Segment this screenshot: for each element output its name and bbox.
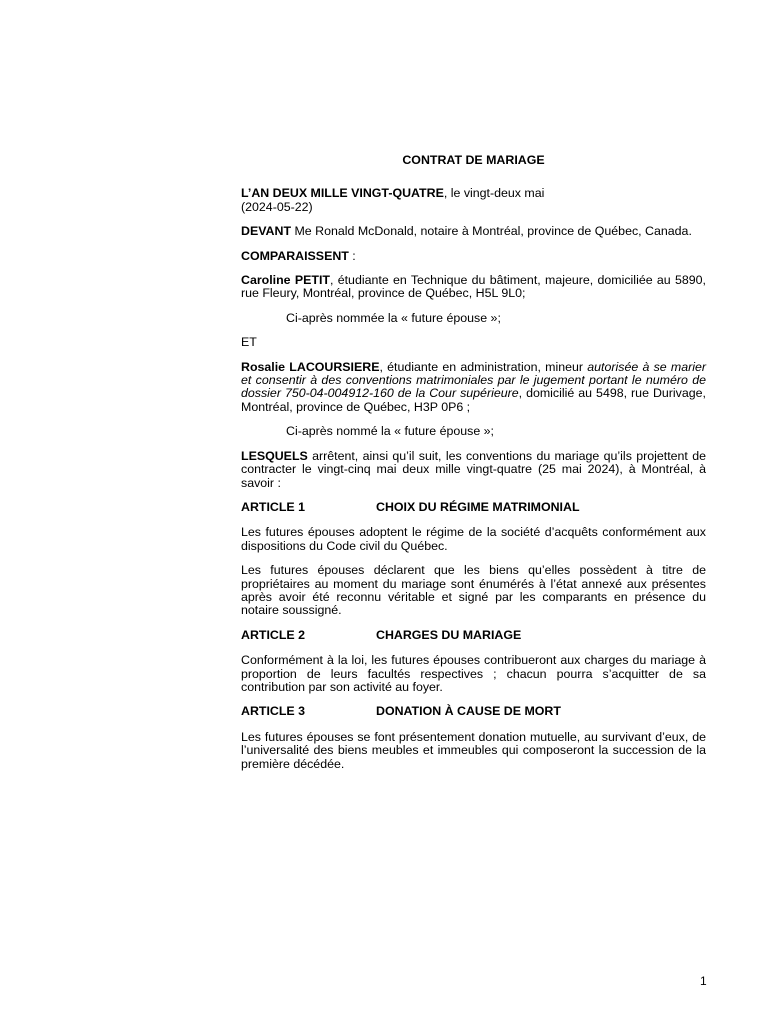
comparaissent-bold: COMPARAISSENT: [241, 248, 349, 263]
article-3-paragraph-1: Les futures épouses se font présentement donation mutuelle, au survivant d’eux, de l’universalité des biens meubles et immeubles qui composeront la succession de la première décédée.: [241, 729, 706, 771]
party1-name: Caroline PETIT: [241, 273, 330, 288]
lesquels-paragraph: [241, 450, 706, 490]
party1-paragraph: [241, 274, 706, 301]
article-title: CHOIX DU RÉGIME MATRIMONIAL: [376, 499, 580, 514]
date-bold: L’AN DEUX MILLE VINGT-QUATRE: [241, 186, 444, 201]
date-paragraph: [241, 187, 706, 214]
et-paragraph: ET: [241, 335, 257, 350]
party2-rest-a: , étudiante en administration, mineur: [379, 359, 588, 374]
party2-italic: autorisée à se marier et consentir à des conventions matrimoniales par le jugement portant le numéro de dossier 750-04-004912-160 de la Cour supérieure: [241, 359, 706, 401]
article-number: ARTICLE 3: [241, 704, 306, 719]
article-1-paragraph-1: Les futures épouses adoptent le régime de la société d’acquêts conformément aux dispositions du Code civil du Québec.: [241, 525, 706, 553]
lesquels-rest: arrêtent, ainsi qu’il suit, les conventions du mariage qu’ils projettent de contracter le vingt-cinq mai deux mille vingt-quatre (25 mai 2024), à Montréal, à savoir :: [241, 448, 706, 490]
article-title: CHARGES DU MARIAGE: [376, 627, 522, 642]
party2-paragraph: [241, 361, 706, 415]
party2-name: Rosalie LACOURSIERE: [241, 359, 380, 374]
article-title: DONATION À CAUSE DE MORT: [376, 704, 561, 719]
comparaissent-rest: :: [348, 248, 356, 263]
article-3-heading: [241, 705, 706, 718]
party1-rest: , étudiante en Technique du bâtiment, majeure, domiciliée au 5890, rue Fleury, Montréal, province de Québec, H5L 9L0;: [241, 273, 706, 301]
party1-designation: Ci-après nommée la « future épouse »;: [286, 310, 501, 325]
document-body: [241, 154, 706, 782]
lesquels-bold: LESQUELS: [241, 448, 308, 463]
devant-rest: Me Ronald McDonald, notaire à Montréal, province de Québec, Canada.: [291, 224, 692, 239]
page-number: 1: [700, 974, 707, 988]
article-number: ARTICLE 1: [241, 499, 306, 514]
article-1-paragraph-2: Les futures épouses déclarent que les biens qu’elles possèdent à titre de propriétaires au moment du mariage sont énumérés à l’état annexé aux présentes après avoir été reconnu véritable et signé par les comparants en présence du notaire soussigné.: [241, 563, 706, 618]
article-number: ARTICLE 2: [241, 627, 306, 642]
party2-rest-b: , domicilié au 5498, rue Durivage, Montréal, province de Québec, H3P 0P6 ;: [241, 386, 706, 414]
article-2-paragraph-1: Conformément à la loi, les futures épouses contribueront aux charges du mariage à proportion de leurs facultés respectives ; chacun pourra s’acquitter de sa contribution par son activité au foyer.: [241, 653, 706, 694]
date-rest: , le vingt-deux mai: [443, 186, 545, 201]
devant-paragraph: [241, 225, 706, 238]
document-title: CONTRAT DE MARIAGE: [402, 153, 545, 167]
comparaissent-paragraph: [241, 250, 706, 263]
devant-bold: DEVANT: [241, 224, 292, 239]
party2-designation: Ci-après nommé la « future épouse »;: [286, 424, 494, 439]
date-iso: (2024-05-22): [241, 199, 313, 214]
article-2-heading: [241, 629, 706, 642]
article-1-heading: [241, 501, 706, 514]
